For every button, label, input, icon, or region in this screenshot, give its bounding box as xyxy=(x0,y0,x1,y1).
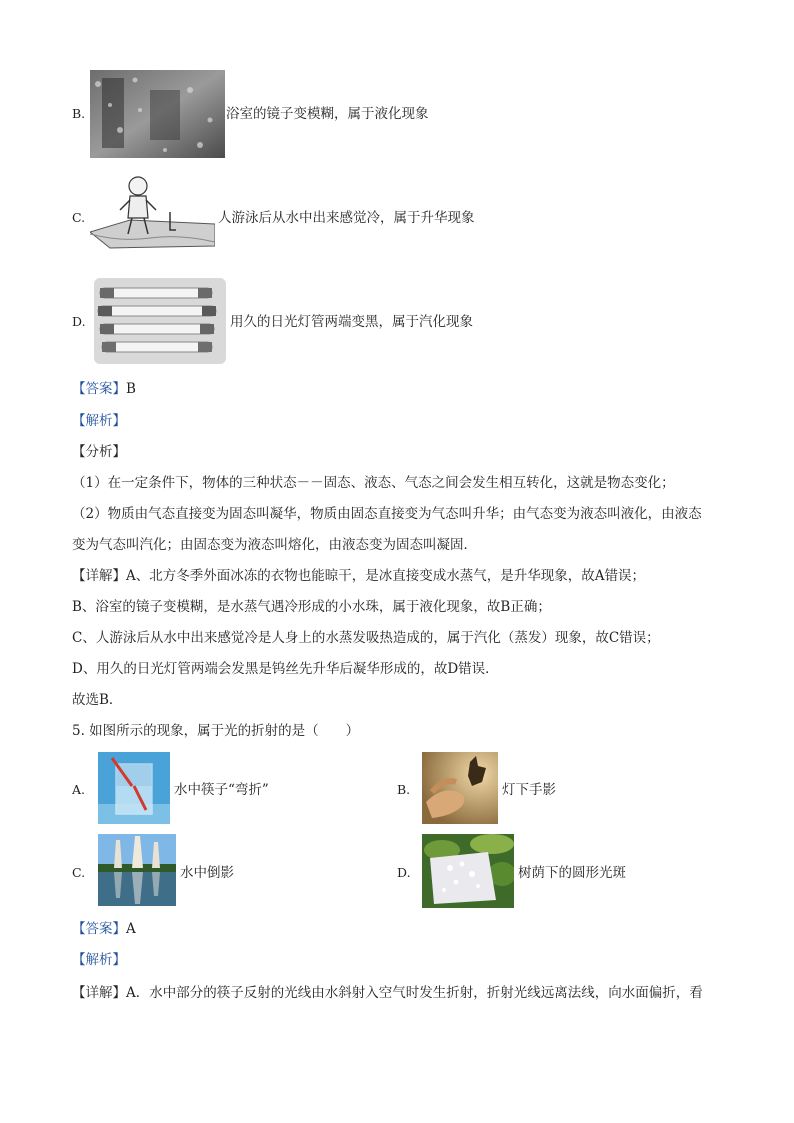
option-d-text: 用久的日光灯管两端变黑，属于汽化现象 xyxy=(230,314,473,330)
analysis-tag: 【解析】 xyxy=(72,413,126,429)
q5-option-c-label: C. xyxy=(72,865,86,880)
light-spots-photo xyxy=(422,834,514,908)
detail-line-a xyxy=(72,567,645,585)
detail-5-text: A．水中部分的筷子反射的光线由水斜射入空气时发生折射，折射光线远离法线，向水面偏折，看 xyxy=(126,985,703,1001)
swimmer-illustration xyxy=(90,172,215,260)
detail-5-tag: 【详解】 xyxy=(72,985,126,1001)
q5-option-d-label: D. xyxy=(397,865,411,880)
option-b-label: B. xyxy=(72,106,86,121)
fenxi-line: （1）在一定条件下，物体的三种状态－－固态、液态、气态之间会发生相互转化，这就是物态变化； xyxy=(72,475,675,491)
chopstick-in-water-photo xyxy=(98,752,170,824)
pagoda-reflection-photo xyxy=(98,834,176,906)
analysis-5-tag: 【解析】 xyxy=(72,952,126,968)
answer-prev xyxy=(72,380,136,398)
answer-5-value: A xyxy=(126,921,136,937)
question-5-stem: 5. 如图所示的现象，属于光的折射的是（ ） xyxy=(72,723,360,739)
q5-option-c-text: 水中倒影 xyxy=(180,865,234,881)
answer-5-tag: 【答案】 xyxy=(72,921,126,937)
hand-shadow-photo xyxy=(422,752,498,824)
q5-option-b-text: 灯下手影 xyxy=(502,782,556,798)
fenxi-line: （2）物质由气态直接变为固态叫凝华，物质由固态直接变为气态叫升华；由气态变为液态叫液化，由液态 xyxy=(72,506,702,522)
fenxi-tag: 【分析】 xyxy=(72,444,126,460)
option-b-text: 浴室的镜子变模糊，属于液化现象 xyxy=(226,106,429,122)
answer-tag: 【答案】 xyxy=(72,381,126,397)
q5-option-b-label: B. xyxy=(397,782,411,797)
detail-line: D、用久的日光灯管两端会发黑是钨丝先升华后凝华形成的，故D错误． xyxy=(72,661,499,677)
q5-option-a-text: 水中筷子“弯折” xyxy=(174,782,269,798)
detail-line: B、浴室的镜子变模糊，是水蒸气遇冷形成的小水珠，属于液化现象，故B正确； xyxy=(72,599,551,615)
fenxi-line: 变为气态叫汽化；由固态变为液态叫熔化，由液态变为固态叫凝固． xyxy=(72,537,477,553)
detail-tag: 【详解】 xyxy=(72,568,126,584)
foggy-mirror-photo xyxy=(90,70,225,158)
option-c-label: C. xyxy=(72,210,86,225)
answer-value: B xyxy=(126,381,136,397)
option-c-text: 人游泳后从水中出来感觉冷，属于升华现象 xyxy=(218,210,475,226)
fluorescent-tubes-photo xyxy=(94,278,226,364)
detail-5-line xyxy=(72,984,703,1002)
q5-option-d-text: 树荫下的圆形光斑 xyxy=(518,865,626,881)
conclusion-line: 故选B． xyxy=(72,692,123,708)
q5-option-a-label: A. xyxy=(72,782,86,797)
answer-5 xyxy=(72,920,136,938)
option-d-label: D. xyxy=(72,314,86,329)
detail-text: A、北方冬季外面冰冻的衣物也能晾干，是冰直接变成水蒸气，是升华现象，故A错误； xyxy=(126,568,645,584)
detail-line: C、人游泳后从水中出来感觉冷是人身上的水蒸发吸热造成的，属于汽化（蒸发）现象，故C错误； xyxy=(72,630,660,646)
